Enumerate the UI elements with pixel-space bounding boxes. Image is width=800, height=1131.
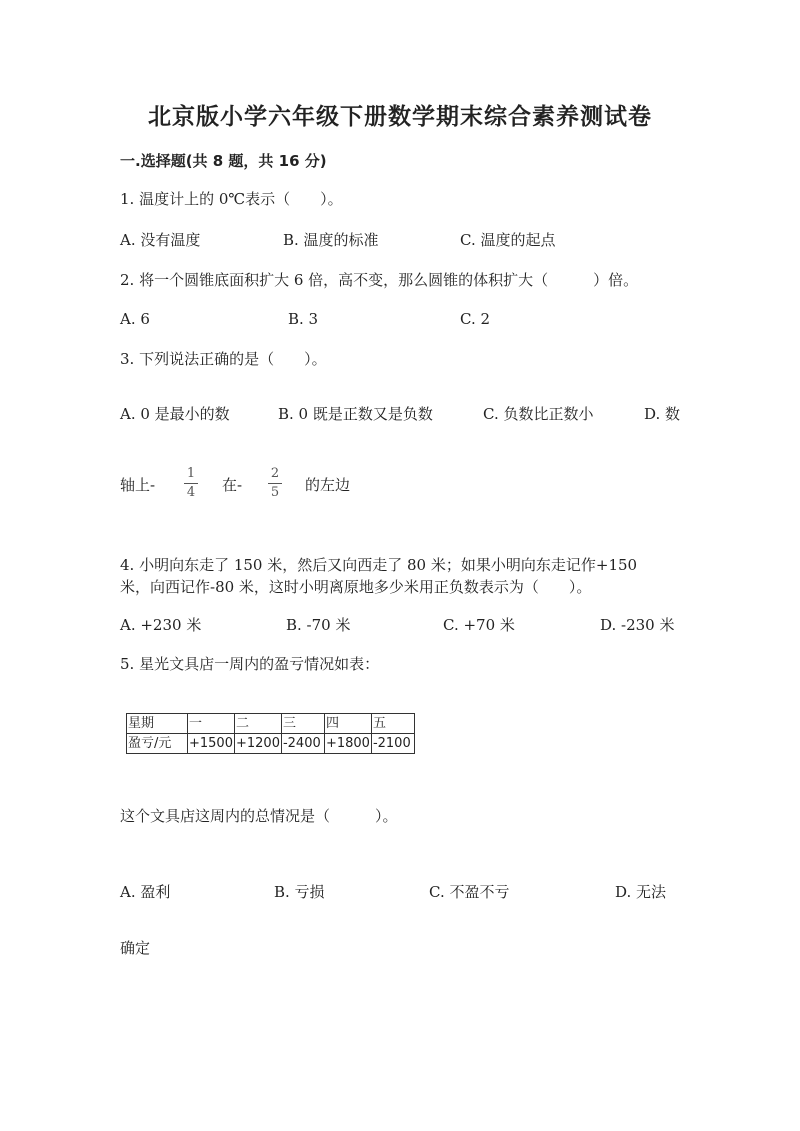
table-cell: +1500	[188, 734, 235, 754]
question-4-option-a: A. +230 米	[120, 616, 202, 634]
page-title: 北京版小学六年级下册数学期末综合素养测试卷	[148, 103, 652, 130]
table-cell: 一	[188, 714, 235, 734]
question-1-option-b: B. 温度的标准	[283, 231, 379, 249]
question-3-between-text: 在-	[222, 476, 243, 494]
question-5-question: 这个文具店这周内的总情况是（ ）。	[120, 807, 398, 825]
question-1-option-a: A. 没有温度	[120, 231, 201, 249]
question-5-option-c: C. 不盈不亏	[429, 883, 510, 901]
question-1-option-c: C. 温度的起点	[460, 231, 556, 249]
question-3-option-c: C. 负数比正数小	[483, 405, 594, 423]
question-3-option-a: A. 0 是最小的数	[120, 405, 230, 423]
fraction-two-fifths	[268, 466, 282, 501]
table-cell: 二	[234, 714, 281, 734]
fraction-numerator: 2	[268, 466, 282, 484]
table-cell: 四	[324, 714, 371, 734]
question-4-option-d: D. -230 米	[600, 616, 675, 634]
question-5-option-d-continued: 确定	[120, 939, 151, 957]
question-5-stem: 5. 星光文具店一周内的盈亏情况如表：	[120, 655, 380, 673]
fraction-denominator: 4	[186, 485, 196, 500]
question-2-stem: 2. 将一个圆锥底面积扩大 6 倍，高不变，那么圆锥的体积扩大（ ）倍。	[120, 271, 639, 289]
fraction-numerator: 1	[184, 466, 198, 484]
table-row	[127, 734, 415, 754]
question-5-option-b: B. 亏损	[274, 883, 325, 901]
question-3-option-b: B. 0 既是正数又是负数	[278, 405, 433, 423]
question-4-option-c: C. +70 米	[443, 616, 515, 634]
table-cell: 星期	[127, 714, 188, 734]
table-cell: 五	[371, 714, 414, 734]
question-5-option-d: D. 无法	[615, 883, 667, 901]
table-cell: -2100	[371, 734, 414, 754]
table-cell: +1800	[324, 734, 371, 754]
fraction-denominator: 5	[270, 485, 280, 500]
question-1-stem: 1. 温度计上的 0℃表示（ ）。	[120, 190, 343, 208]
question-3-option-d: D. 数	[644, 405, 681, 423]
section-heading: 一.选择题(共 8 题，共 16 分)	[120, 152, 327, 170]
question-2-option-b: B. 3	[288, 310, 319, 328]
question-4-line-1: 4. 小明向东走了 150 米，然后又向西走了 80 米；如果小明向东走记作+150	[120, 556, 638, 574]
fraction-one-quarter	[184, 466, 198, 501]
table-cell: 三	[281, 714, 324, 734]
question-4-line-2: 米，向西记作-80 米，这时小明离原地多少米用正负数表示为（ ）。	[120, 578, 592, 596]
question-2-option-a: A. 6	[120, 310, 150, 328]
question-3-stem: 3. 下列说法正确的是（ ）。	[120, 350, 327, 368]
table-cell: 盈亏/元	[127, 734, 188, 754]
profit-loss-table	[126, 713, 415, 754]
table-cell: -2400	[281, 734, 324, 754]
question-2-option-c: C. 2	[460, 310, 491, 328]
question-4-option-b: B. -70 米	[286, 616, 351, 634]
question-5-option-a: A. 盈利	[120, 883, 171, 901]
question-3-option-d-continued: 轴上-	[120, 476, 156, 494]
table-cell: +1200	[234, 734, 281, 754]
question-3-suffix-text: 的左边	[305, 476, 351, 494]
table-row	[127, 714, 415, 734]
